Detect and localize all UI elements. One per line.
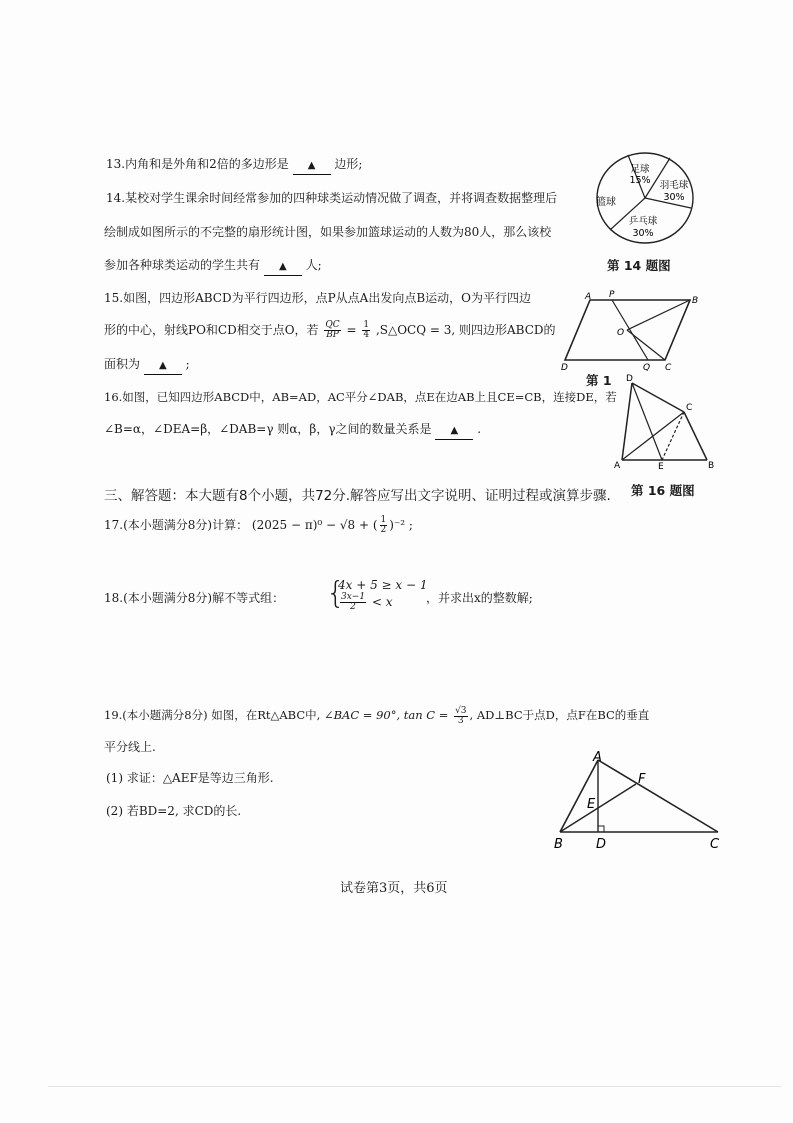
q18-text: 18.(本小题满分8分)解不等式组： [104,591,285,605]
point-a-label: A [585,292,592,302]
triangle-figure [550,748,730,853]
point-p-label: P [609,290,615,300]
pie-label-badminton-pct: 30% [663,192,685,203]
q15-text-end: ; [185,357,190,371]
answer-blank: ▲ [435,423,473,440]
page-bottom-rule [48,1086,781,1087]
q18-text-end: ，并求出x的整数解; [426,591,533,605]
point-a-label: A [593,750,602,765]
segment-cd [632,383,684,412]
q17-expression: (2025 − π)⁰ − √8 + ( [251,518,378,532]
point-c-label: C [686,403,693,413]
parallelogram-figure [555,290,705,382]
figure-16-caption: 第 16 题图 [631,483,695,498]
q14-line-3 [104,257,322,276]
segment-bc [684,412,707,460]
answer-blank: ▲ [264,259,302,276]
point-d-label: D [626,374,633,384]
q19-line-1 [104,705,649,726]
pie-label-badminton: 羽毛球 [659,180,689,191]
fraction-numerator: 3x−1 [341,592,366,602]
segment-ab [560,760,598,832]
figure-15-caption: 第 1 [586,373,612,388]
segment-bo [627,300,690,330]
pie-label-basketball: 篮球 [596,197,616,208]
q14-text: 参加各种球类运动的学生共有 [104,258,261,272]
point-a-label: A [614,461,621,471]
pie-label-football: 足球 [630,164,650,175]
q19-part-2: (2) 若BD=2, 求CD的长. [106,804,242,818]
q19-text: 19.(本小题满分8分) 如图，在Rt△ABC中, [104,708,321,722]
pie-label-pingpong-pct: 30% [632,228,654,239]
point-b-label: B [554,837,563,852]
fraction-denominator: BP [326,330,339,340]
q19-text-end: , AD⊥BC于点D，点F在BC的垂直 [469,708,650,722]
q16-text: ∠B=α，∠DEA=β，∠DAB=γ 则α，β，γ之间的数量关系是 [104,422,432,436]
point-b-label: B [708,461,715,471]
q19-condition: ∠BAC = 90°, tan C = [323,708,449,722]
q15-text: 形的中心，射线PO和CD相交于点O，若 [104,323,319,337]
q13-text: 13.内角和是外角和2倍的多边形是 [106,157,289,171]
fraction-denominator: 2 [350,602,356,612]
point-q-label: Q [643,363,651,373]
fraction-numerator: 1 [363,320,370,330]
point-d-label: D [596,837,607,852]
answer-blank: ▲ [144,358,182,375]
q15-line-3 [104,356,190,375]
left-brace: { [326,576,346,611]
question-17 [104,515,413,535]
fraction-one-quarter [362,321,370,340]
fraction-numerator: QC [325,320,340,330]
pie-label-football-pct: 15% [629,175,651,186]
right-angle-mark [598,826,604,832]
point-o-label: O [617,328,625,338]
q15-text-area: ,S△OCQ = 3, 则四边形ABCD的 [375,323,556,337]
inequality-1: 4x + 5 ≥ x − 1 [338,578,428,592]
segment-da [622,383,632,460]
fraction-numerator: 1 [380,515,387,525]
q14-text-end: 人; [305,258,322,272]
fraction-numerator: √3 [455,705,467,716]
point-b-label: B [692,296,699,306]
point-e-label: E [587,797,596,812]
inequality-2-rest: < x [371,595,393,609]
q15-line-1: 15.如图，四边形ABCD为平行四边形，点P从点A出发向点B运动，O为平行四边 [104,291,531,305]
q15-line-2 [104,320,556,340]
q14-line-1: 14.某校对学生课余时间经常参加的四种球类运动情况做了调查，并将调查数据整理后 [106,191,558,205]
fraction-denominator: 4 [363,330,370,340]
q14-line-2: 绘制成如图所示的不完整的扇形统计图，如果参加篮球运动的人数为80人，那么该校 [104,225,552,239]
figure-14-caption: 第 14 题图 [607,258,671,273]
q17-expression-end: )⁻² ; [389,518,413,532]
q15-text: 面积为 [104,357,141,371]
point-f-label: F [638,772,646,787]
q13-text-end: 边形; [334,157,363,171]
q16-line-2 [104,421,481,440]
point-c-label: C [665,363,672,373]
q16-line-1: 16.如图，已知四边形ABCD中，AB=AD，AC平分∠DAB，点E在边AB上且CE=CB，连接DE，若 [104,390,617,404]
inequality-2 [338,593,393,612]
segment-ce [662,412,684,460]
point-c-label: C [710,837,720,852]
point-e-label: E [658,462,664,472]
fraction-3x-1-over-2 [340,593,366,612]
answer-blank: ▲ [293,158,331,175]
q19-part-1: (1) 求证：△AEF是等边三角形. [106,771,274,785]
fraction-one-half [380,516,388,535]
q17-text: 17.(本小题满分8分)计算： [104,518,249,532]
point-d-label: D [561,363,568,373]
fraction-qc-bp [324,321,340,340]
fraction-denominator: 3 [457,715,464,726]
pie-label-pingpong: 乒乓球 [628,216,658,227]
question-13 [106,156,362,175]
quadrilateral-figure [612,372,717,472]
fraction-denominator: 2 [380,525,387,535]
page-footer: 试卷第3页，共6页 [340,881,448,896]
segment-oc [627,330,665,360]
q19-line-2: 平分线上. [104,740,156,754]
q16-text-end: . [477,422,482,436]
equals-sign: = [346,323,357,337]
fraction-sqrt3-over-3 [454,707,467,726]
pie-chart-figure [588,150,708,250]
section-heading: 三、解答题：本大题有8个小题，共72分.解答应写出文字说明、证明过程或演算步骤. [104,488,611,504]
